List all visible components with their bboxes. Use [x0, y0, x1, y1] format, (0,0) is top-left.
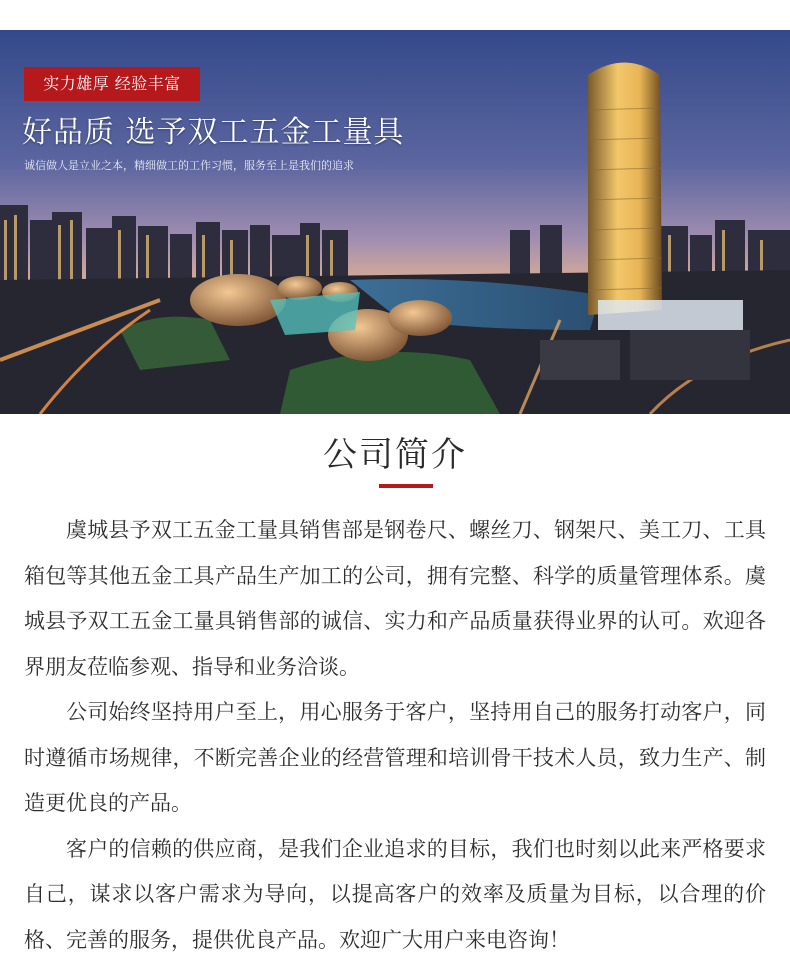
- intro-body: [24, 508, 766, 963]
- intro-paragraph: 虞城县予双工五金工量具销售部是钢卷尺、螺丝刀、钢架尺、美工刀、工具箱包等其他五金工具产品生产加工的公司，拥有完整、科学的质量管理体系。虞城县予双工五金工量具销售部的诚信、实力和产品质量获得业界的认可。欢迎各界朋友莅临参观、指导和业务洽谈。: [24, 518, 766, 679]
- banner-subline: 诚信做人是立业之本，精细做工的工作习惯，服务至上是我们的追求: [24, 159, 354, 172]
- banner-headline: 好品质 选予双工五金工量具: [22, 115, 405, 150]
- top-margin: [0, 0, 790, 30]
- banner-tag: 实力雄厚 经验丰富: [24, 67, 200, 101]
- section-title: 公司简介: [323, 435, 467, 475]
- intro-paragraph: 公司始终坚持用户至上，用心服务于客户，坚持用自己的服务打动客户，同时遵循市场规律，不断完善企业的经营管理和培训骨干技术人员，致力生产、制造更优良的产品。: [24, 700, 766, 815]
- intro-paragraph: 客户的信赖的供应商，是我们企业追求的目标，我们也时刻以此来严格要求自己，谋求以客户需求为导向，以提高客户的效率及质量为目标，以合理的价格、完善的服务，提供优良产品。欢迎广大用户来电咨询！: [24, 836, 766, 952]
- title-underline: [379, 484, 433, 488]
